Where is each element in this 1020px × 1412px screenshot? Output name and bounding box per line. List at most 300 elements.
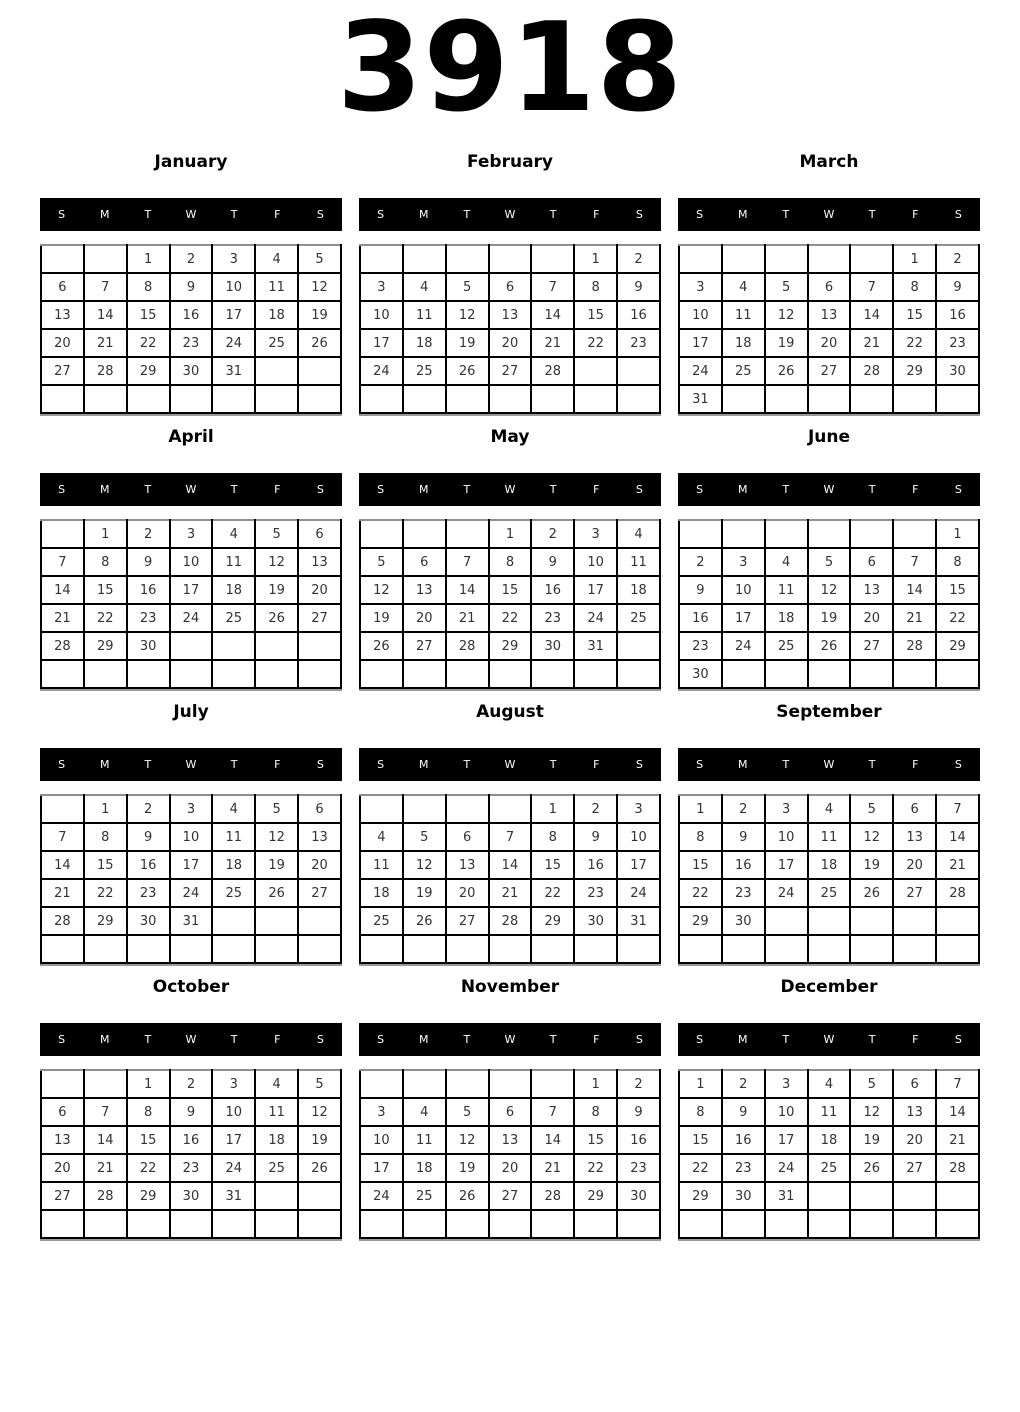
- weekday-label: S: [635, 483, 643, 497]
- week-row: [679, 879, 979, 907]
- day-cell: 14: [41, 576, 84, 604]
- day-cell: 20: [893, 1126, 936, 1154]
- day-cell: 8: [127, 1098, 170, 1126]
- day-cell: 29: [127, 357, 170, 385]
- empty-day-cell: [489, 660, 532, 688]
- week-row: [41, 273, 341, 301]
- weekday-label: T: [549, 1033, 557, 1047]
- day-cell: 11: [617, 548, 660, 576]
- day-cell: 30: [531, 632, 574, 660]
- day-cell: 20: [298, 576, 341, 604]
- day-cell: 9: [617, 273, 660, 301]
- day-cell: 5: [255, 520, 298, 548]
- month-name: August: [476, 702, 544, 723]
- weekday-header-bar: [678, 198, 980, 231]
- day-cell: 22: [84, 879, 127, 907]
- weekday-label: S: [635, 1033, 643, 1047]
- empty-day-cell: [893, 935, 936, 963]
- empty-day-cell: [170, 660, 213, 688]
- month-name: September: [776, 702, 882, 723]
- day-cell: 19: [850, 1126, 893, 1154]
- day-cell: 4: [255, 1070, 298, 1098]
- month-days-table: [359, 519, 661, 689]
- day-cell: 30: [574, 907, 617, 935]
- day-cell: 29: [489, 632, 532, 660]
- empty-day-cell: [679, 520, 722, 548]
- week-row: [679, 632, 979, 660]
- day-cell: 10: [722, 576, 765, 604]
- day-cell: 23: [722, 879, 765, 907]
- day-cell: 4: [212, 795, 255, 823]
- week-row: [360, 1070, 660, 1098]
- day-cell: 7: [936, 1070, 979, 1098]
- month-block: [678, 702, 980, 964]
- day-cell: 29: [127, 1182, 170, 1210]
- empty-day-cell: [765, 520, 808, 548]
- weekday-label: F: [912, 483, 919, 497]
- day-cell: 8: [127, 273, 170, 301]
- weekday-label: T: [144, 483, 152, 497]
- day-cell: 20: [850, 604, 893, 632]
- day-cell: 16: [170, 1126, 213, 1154]
- empty-day-cell: [722, 660, 765, 688]
- month-name: January: [154, 152, 228, 173]
- week-row: [41, 329, 341, 357]
- day-cell: 1: [84, 795, 127, 823]
- week-row: [360, 851, 660, 879]
- day-cell: 21: [850, 329, 893, 357]
- weekday-label: T: [868, 758, 876, 772]
- day-cell: 1: [531, 795, 574, 823]
- day-cell: 12: [360, 576, 403, 604]
- day-cell: 30: [617, 1182, 660, 1210]
- day-cell: 12: [403, 851, 446, 879]
- day-cell: 11: [765, 576, 808, 604]
- empty-day-cell: [360, 385, 403, 413]
- day-cell: 1: [127, 1070, 170, 1098]
- day-cell: 22: [127, 1154, 170, 1182]
- empty-day-cell: [893, 1210, 936, 1238]
- week-row: [679, 1182, 979, 1210]
- day-cell: 26: [298, 1154, 341, 1182]
- day-cell: 3: [722, 548, 765, 576]
- empty-day-cell: [360, 660, 403, 688]
- weekday-label: T: [782, 758, 790, 772]
- empty-day-cell: [446, 1210, 489, 1238]
- week-row: [679, 935, 979, 963]
- week-row: [679, 851, 979, 879]
- months-grid: [40, 152, 980, 1239]
- day-cell: 26: [446, 357, 489, 385]
- weekday-header-bar: [40, 748, 342, 781]
- empty-day-cell: [212, 907, 255, 935]
- empty-day-cell: [936, 660, 979, 688]
- day-cell: 28: [850, 357, 893, 385]
- week-row: [360, 879, 660, 907]
- day-cell: 19: [765, 329, 808, 357]
- week-row: [679, 1126, 979, 1154]
- month-days-table: [678, 519, 980, 689]
- empty-day-cell: [255, 660, 298, 688]
- day-cell: 27: [403, 632, 446, 660]
- weekday-header-bar: [359, 198, 661, 231]
- week-row: [679, 273, 979, 301]
- empty-day-cell: [446, 660, 489, 688]
- empty-day-cell: [617, 357, 660, 385]
- week-row: [679, 604, 979, 632]
- week-row: [679, 1070, 979, 1098]
- day-cell: 14: [446, 576, 489, 604]
- day-cell: 3: [212, 245, 255, 273]
- day-cell: 27: [489, 1182, 532, 1210]
- month-name: November: [460, 977, 560, 998]
- weekday-label: W: [504, 208, 516, 222]
- month-days-body: [360, 1070, 660, 1238]
- week-row: [41, 907, 341, 935]
- day-cell: 19: [808, 604, 851, 632]
- empty-day-cell: [84, 935, 127, 963]
- day-cell: 27: [446, 907, 489, 935]
- weekday-label: W: [185, 483, 197, 497]
- weekday-label: T: [868, 208, 876, 222]
- week-row: [360, 520, 660, 548]
- day-cell: 5: [298, 245, 341, 273]
- day-cell: 24: [360, 357, 403, 385]
- day-cell: 17: [617, 851, 660, 879]
- day-cell: 4: [255, 245, 298, 273]
- day-cell: 21: [84, 329, 127, 357]
- empty-day-cell: [84, 1210, 127, 1238]
- day-cell: 10: [617, 823, 660, 851]
- weekday-label: S: [696, 208, 704, 222]
- day-cell: 10: [360, 301, 403, 329]
- weekday-label: W: [504, 483, 516, 497]
- day-cell: 5: [850, 1070, 893, 1098]
- day-cell: 9: [170, 273, 213, 301]
- weekday-header-bar: [678, 473, 980, 506]
- week-row: [41, 632, 341, 660]
- empty-day-cell: [360, 1070, 403, 1098]
- month-block: [359, 702, 661, 964]
- day-cell: 4: [403, 273, 446, 301]
- empty-day-cell: [574, 357, 617, 385]
- day-cell: 15: [84, 576, 127, 604]
- day-cell: 11: [255, 273, 298, 301]
- day-cell: 14: [531, 301, 574, 329]
- weekday-label: F: [274, 208, 281, 222]
- empty-day-cell: [41, 1210, 84, 1238]
- day-cell: 10: [360, 1126, 403, 1154]
- day-cell: 11: [722, 301, 765, 329]
- day-cell: 22: [679, 1154, 722, 1182]
- day-cell: 3: [679, 273, 722, 301]
- week-row: [360, 632, 660, 660]
- day-cell: 20: [446, 879, 489, 907]
- empty-day-cell: [360, 520, 403, 548]
- day-cell: 8: [84, 823, 127, 851]
- empty-day-cell: [679, 245, 722, 273]
- week-row: [679, 1154, 979, 1182]
- day-cell: 19: [255, 851, 298, 879]
- week-row: [360, 273, 660, 301]
- day-cell: 5: [850, 795, 893, 823]
- day-cell: 16: [617, 1126, 660, 1154]
- weekday-header-bar: [40, 1023, 342, 1056]
- day-cell: 20: [403, 604, 446, 632]
- weekday-label: S: [954, 1033, 962, 1047]
- week-row: [360, 576, 660, 604]
- empty-day-cell: [489, 385, 532, 413]
- weekday-label: S: [377, 483, 385, 497]
- day-cell: 1: [679, 1070, 722, 1098]
- day-cell: 17: [679, 329, 722, 357]
- weekday-label: S: [58, 758, 66, 772]
- month-block: [40, 977, 342, 1239]
- month-name: July: [173, 702, 209, 723]
- empty-day-cell: [446, 795, 489, 823]
- week-row: [41, 520, 341, 548]
- day-cell: 19: [446, 329, 489, 357]
- empty-day-cell: [617, 935, 660, 963]
- week-row: [41, 935, 341, 963]
- day-cell: 4: [765, 548, 808, 576]
- weekday-label: M: [418, 758, 429, 772]
- day-cell: 7: [41, 823, 84, 851]
- empty-day-cell: [212, 1210, 255, 1238]
- weekday-label: F: [593, 483, 600, 497]
- week-row: [679, 245, 979, 273]
- weekday-label: W: [823, 758, 835, 772]
- empty-day-cell: [936, 1210, 979, 1238]
- day-cell: 8: [84, 548, 127, 576]
- day-cell: 28: [936, 879, 979, 907]
- month-name: March: [799, 152, 859, 173]
- weekday-label: S: [377, 208, 385, 222]
- day-cell: 17: [170, 576, 213, 604]
- day-cell: 13: [893, 823, 936, 851]
- day-cell: 28: [531, 1182, 574, 1210]
- day-cell: 29: [893, 357, 936, 385]
- day-cell: 16: [574, 851, 617, 879]
- day-cell: 8: [531, 823, 574, 851]
- day-cell: 16: [127, 576, 170, 604]
- empty-day-cell: [765, 1210, 808, 1238]
- day-cell: 14: [41, 851, 84, 879]
- empty-day-cell: [489, 1210, 532, 1238]
- day-cell: 26: [403, 907, 446, 935]
- day-cell: 17: [765, 1126, 808, 1154]
- day-cell: 28: [893, 632, 936, 660]
- day-cell: 12: [446, 1126, 489, 1154]
- day-cell: 28: [41, 632, 84, 660]
- day-cell: 28: [936, 1154, 979, 1182]
- month-days-table: [359, 794, 661, 964]
- day-cell: 26: [255, 879, 298, 907]
- empty-day-cell: [360, 1210, 403, 1238]
- empty-day-cell: [489, 795, 532, 823]
- empty-day-cell: [170, 935, 213, 963]
- day-cell: 17: [722, 604, 765, 632]
- weekday-label: T: [463, 483, 471, 497]
- day-cell: 31: [765, 1182, 808, 1210]
- empty-day-cell: [41, 245, 84, 273]
- empty-day-cell: [808, 935, 851, 963]
- weekday-label: S: [954, 208, 962, 222]
- empty-day-cell: [722, 385, 765, 413]
- day-cell: 14: [936, 823, 979, 851]
- weekday-label: M: [737, 758, 748, 772]
- empty-day-cell: [255, 907, 298, 935]
- day-cell: 3: [212, 1070, 255, 1098]
- weekday-label: W: [823, 1033, 835, 1047]
- day-cell: 27: [893, 879, 936, 907]
- weekday-label: F: [274, 483, 281, 497]
- day-cell: 27: [893, 1154, 936, 1182]
- month-days-table: [678, 1069, 980, 1239]
- weekday-header-bar: [40, 473, 342, 506]
- empty-day-cell: [298, 660, 341, 688]
- day-cell: 9: [170, 1098, 213, 1126]
- empty-day-cell: [212, 385, 255, 413]
- empty-day-cell: [489, 245, 532, 273]
- month-days-body: [41, 520, 341, 688]
- day-cell: 15: [679, 1126, 722, 1154]
- day-cell: 23: [617, 329, 660, 357]
- day-cell: 2: [936, 245, 979, 273]
- week-row: [360, 660, 660, 688]
- empty-day-cell: [84, 660, 127, 688]
- week-row: [41, 851, 341, 879]
- day-cell: 26: [446, 1182, 489, 1210]
- day-cell: 3: [765, 795, 808, 823]
- month-block: [678, 427, 980, 689]
- empty-day-cell: [531, 1210, 574, 1238]
- day-cell: 9: [127, 548, 170, 576]
- day-cell: 25: [360, 907, 403, 935]
- day-cell: 23: [679, 632, 722, 660]
- day-cell: 19: [360, 604, 403, 632]
- day-cell: 8: [574, 273, 617, 301]
- week-row: [360, 823, 660, 851]
- empty-day-cell: [446, 245, 489, 273]
- day-cell: 8: [679, 823, 722, 851]
- day-cell: 27: [298, 604, 341, 632]
- month-days-table: [40, 794, 342, 964]
- empty-day-cell: [850, 660, 893, 688]
- empty-day-cell: [574, 385, 617, 413]
- day-cell: 2: [531, 520, 574, 548]
- weekday-label: M: [418, 208, 429, 222]
- empty-day-cell: [255, 935, 298, 963]
- day-cell: 22: [489, 604, 532, 632]
- day-cell: 7: [446, 548, 489, 576]
- day-cell: 13: [850, 576, 893, 604]
- day-cell: 27: [298, 879, 341, 907]
- month-name: June: [807, 427, 851, 448]
- day-cell: 9: [531, 548, 574, 576]
- empty-day-cell: [765, 660, 808, 688]
- day-cell: 15: [127, 301, 170, 329]
- week-row: [41, 795, 341, 823]
- day-cell: 14: [893, 576, 936, 604]
- day-cell: 4: [403, 1098, 446, 1126]
- empty-day-cell: [41, 1070, 84, 1098]
- weekday-label: S: [316, 208, 324, 222]
- day-cell: 22: [574, 329, 617, 357]
- empty-day-cell: [489, 1070, 532, 1098]
- day-cell: 1: [127, 245, 170, 273]
- weekday-label: S: [316, 483, 324, 497]
- month-name: December: [780, 977, 878, 998]
- day-cell: 2: [170, 245, 213, 273]
- day-cell: 14: [489, 851, 532, 879]
- day-cell: 14: [84, 1126, 127, 1154]
- day-cell: 27: [808, 357, 851, 385]
- day-cell: 18: [765, 604, 808, 632]
- day-cell: 26: [360, 632, 403, 660]
- day-cell: 1: [679, 795, 722, 823]
- day-cell: 26: [850, 1154, 893, 1182]
- week-row: [679, 357, 979, 385]
- day-cell: 21: [84, 1154, 127, 1182]
- day-cell: 29: [531, 907, 574, 935]
- day-cell: 19: [403, 879, 446, 907]
- weekday-label: W: [823, 208, 835, 222]
- empty-day-cell: [617, 1210, 660, 1238]
- day-cell: 12: [808, 576, 851, 604]
- empty-day-cell: [403, 1070, 446, 1098]
- empty-day-cell: [41, 795, 84, 823]
- week-row: [679, 1098, 979, 1126]
- empty-day-cell: [41, 660, 84, 688]
- weekday-label: S: [954, 483, 962, 497]
- day-cell: 25: [255, 1154, 298, 1182]
- day-cell: 12: [255, 548, 298, 576]
- day-cell: 2: [127, 520, 170, 548]
- weekday-label: T: [782, 483, 790, 497]
- empty-day-cell: [360, 245, 403, 273]
- day-cell: 23: [531, 604, 574, 632]
- day-cell: 15: [84, 851, 127, 879]
- empty-day-cell: [298, 632, 341, 660]
- day-cell: 10: [212, 273, 255, 301]
- day-cell: 18: [808, 1126, 851, 1154]
- weekday-label: M: [737, 208, 748, 222]
- day-cell: 30: [127, 907, 170, 935]
- day-cell: 31: [170, 907, 213, 935]
- day-cell: 19: [446, 1154, 489, 1182]
- week-row: [360, 935, 660, 963]
- day-cell: 29: [679, 1182, 722, 1210]
- day-cell: 13: [489, 1126, 532, 1154]
- day-cell: 20: [41, 1154, 84, 1182]
- day-cell: 21: [936, 1126, 979, 1154]
- day-cell: 9: [679, 576, 722, 604]
- day-cell: 2: [722, 795, 765, 823]
- empty-day-cell: [722, 520, 765, 548]
- weekday-label: T: [549, 483, 557, 497]
- day-cell: 22: [936, 604, 979, 632]
- day-cell: 17: [212, 301, 255, 329]
- day-cell: 6: [489, 1098, 532, 1126]
- day-cell: 4: [617, 520, 660, 548]
- day-cell: 3: [170, 520, 213, 548]
- day-cell: 24: [212, 329, 255, 357]
- empty-day-cell: [298, 935, 341, 963]
- weekday-label: W: [504, 1033, 516, 1047]
- month-block: [40, 152, 342, 414]
- day-cell: 15: [489, 576, 532, 604]
